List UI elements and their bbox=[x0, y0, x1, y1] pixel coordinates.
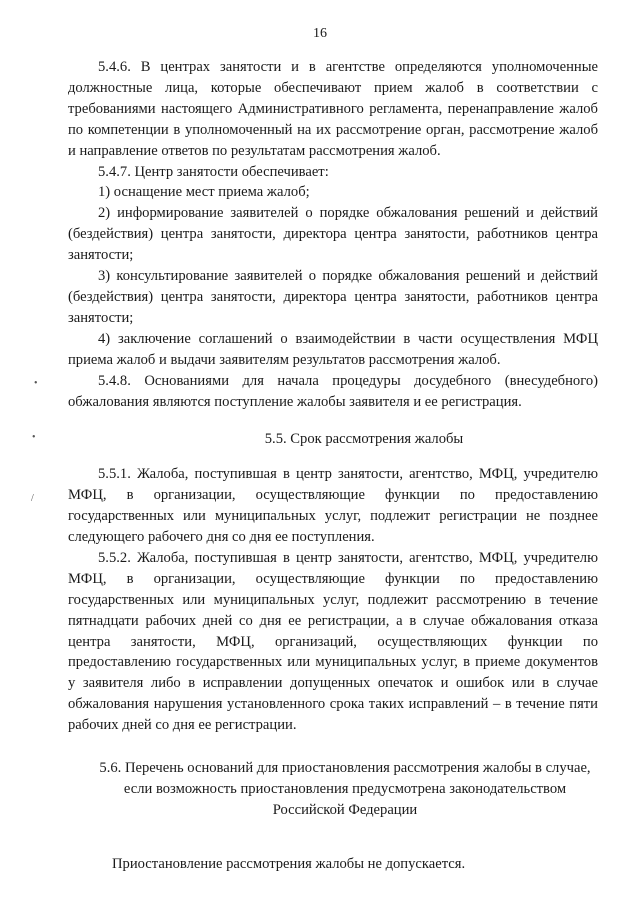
page-number: 16 bbox=[313, 26, 327, 41]
scan-speck: • bbox=[34, 378, 38, 389]
section-heading-5-6: 5.6. Перечень оснований для приостановления рассмотрения жалобы в случае, если возможность приостановления предусмотрена законодательством Российской Федерации bbox=[99, 760, 591, 818]
paragraph-5-5-2: 5.5.2. Жалоба, поступившая в центр занятости, агентство, МФЦ, учредителю МФЦ, в организации, осуществляющие функции по предоставлению государственных или муниципальных услуг, подлежит рассмотрению в течение пятнадцати рабочих дней со дня ее регистрации, а в случае обжалования отказа центра занятости, МФЦ, организаций, осуществляющих функции по предоставлению государственных или муниципальных услуг, в приеме документов у заявителя либо в исправлении допущенных опечаток и ошибок или в случае обжалования нарушения установленного срока таких исправлений – в течение пяти рабочих дней со дня ее регистрации. bbox=[68, 549, 598, 734]
scan-speck: • bbox=[32, 432, 36, 443]
paragraph-5-4-6: 5.4.6. В центрах занятости и в агентстве определяются уполномоченные должностные лица, которые обеспечивают прием жалоб в соответствии с требованиями настоящего Административного регламента, перенаправление жалоб по компетенции в уполномоченный на их рассмотрение орган, рассмотрение жалоб и направление ответов по результатам рассмотрения жалоб. bbox=[68, 59, 598, 159]
list-item-1: 1) оснащение мест приема жалоб; bbox=[98, 184, 310, 201]
list-item-3: 3) консультирование заявителей о порядке обжалования решений и действий (бездействия) центра занятости, директора центра занятости, работников центра занятости; bbox=[68, 268, 598, 326]
document-body bbox=[68, 57, 598, 875]
paragraph-5-4-8: 5.4.8. Основаниями для начала процедуры досудебного (внесудебного) обжалования являются поступление жалобы заявителя и ее регистрация. bbox=[68, 372, 598, 410]
paragraph-5-6-text: Приостановление рассмотрения жалобы не допускается. bbox=[112, 855, 466, 872]
section-heading-5-5: 5.5. Срок рассмотрения жалобы bbox=[264, 431, 464, 448]
list-item-2: 2) информирование заявителей о порядке обжалования решений и действий (бездействия) центра занятости, директора центра занятости, работников центра занятости; bbox=[68, 205, 598, 264]
scan-speck: / bbox=[31, 493, 34, 504]
paragraph-5-4-7: 5.4.7. Центр занятости обеспечивает: bbox=[98, 163, 329, 180]
list-item-4: 4) заключение соглашений о взаимодействии в части осуществления МФЦ приема жалоб и выдачи заявителям результатов рассмотрения жалоб. bbox=[68, 330, 598, 368]
paragraph-5-5-1: 5.5.1. Жалоба, поступившая в центр занятости, агентство, МФЦ, учредителю МФЦ, в организации, осуществляющие функции по предоставлению государственных или муниципальных услуг, подлежит регистрации не позднее следующего рабочего дня со дня ее поступления. bbox=[68, 466, 598, 546]
